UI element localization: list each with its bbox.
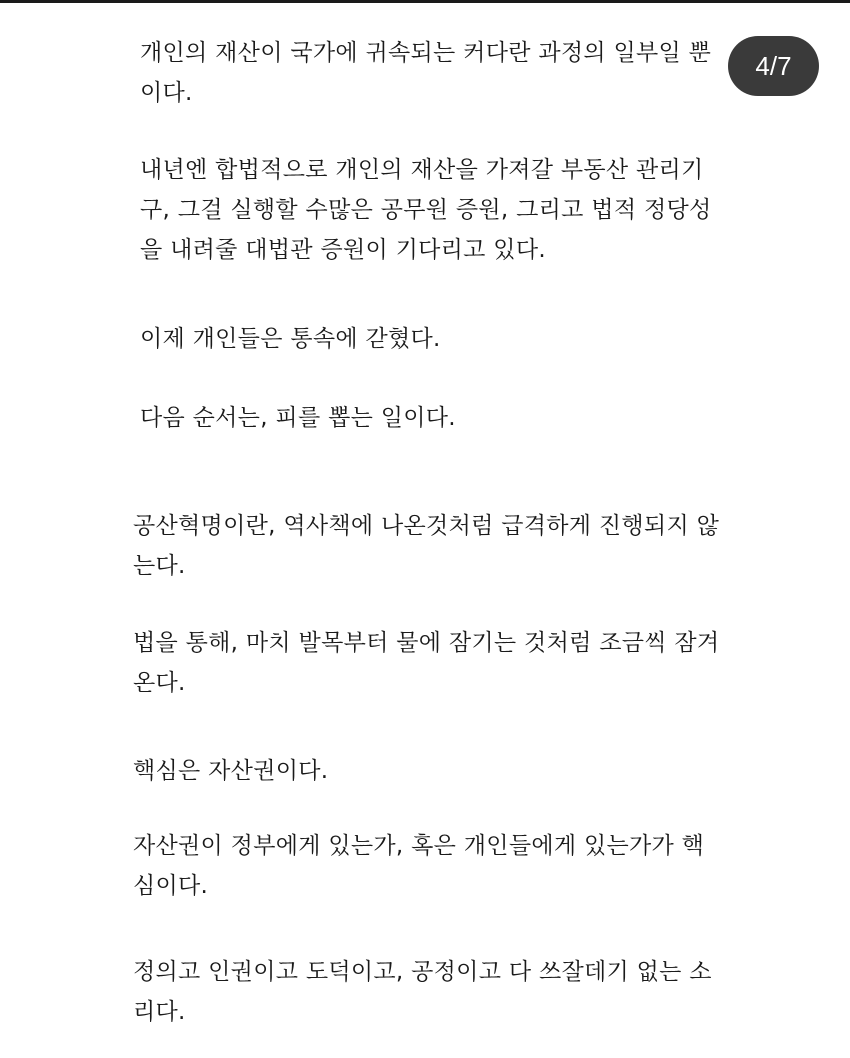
paragraph: 법을 통해, 마치 발목부터 물에 잠기는 것처럼 조금씩 잠겨 온다. bbox=[133, 630, 720, 696]
top-divider bbox=[0, 0, 850, 3]
paragraph: 내년엔 합법적으로 개인의 재산을 가져갈 부동산 관리기 구, 그걸 실행할 수많은 공무원 증원, 그리고 법적 정당성 을 내려줄 대법관 증원이 기다리고 있다. bbox=[140, 157, 712, 263]
paragraph: 핵심은 자산권이다. bbox=[133, 758, 329, 784]
paragraph: 개인의 재산이 국가에 귀속되는 커다란 과정의 일부일 뿐 이다. bbox=[140, 40, 712, 106]
paragraph: 자산권이 정부에게 있는가, 혹은 개인들에게 있는가가 핵 심이다. bbox=[133, 833, 705, 899]
paragraph: 공산혁명이란, 역사책에 나온것처럼 급격하게 진행되지 않 는다. bbox=[133, 513, 720, 579]
page-indicator-badge[interactable]: 4/7 bbox=[728, 36, 819, 96]
paragraph: 정의고 인권이고 도덕이고, 공정이고 다 쓰잘데기 없는 소 리다. bbox=[133, 959, 712, 1025]
paragraph: 이제 개인들은 통속에 갇혔다. bbox=[140, 326, 441, 352]
paragraph: 다음 순서는, 피를 뽑는 일이다. bbox=[140, 405, 456, 431]
